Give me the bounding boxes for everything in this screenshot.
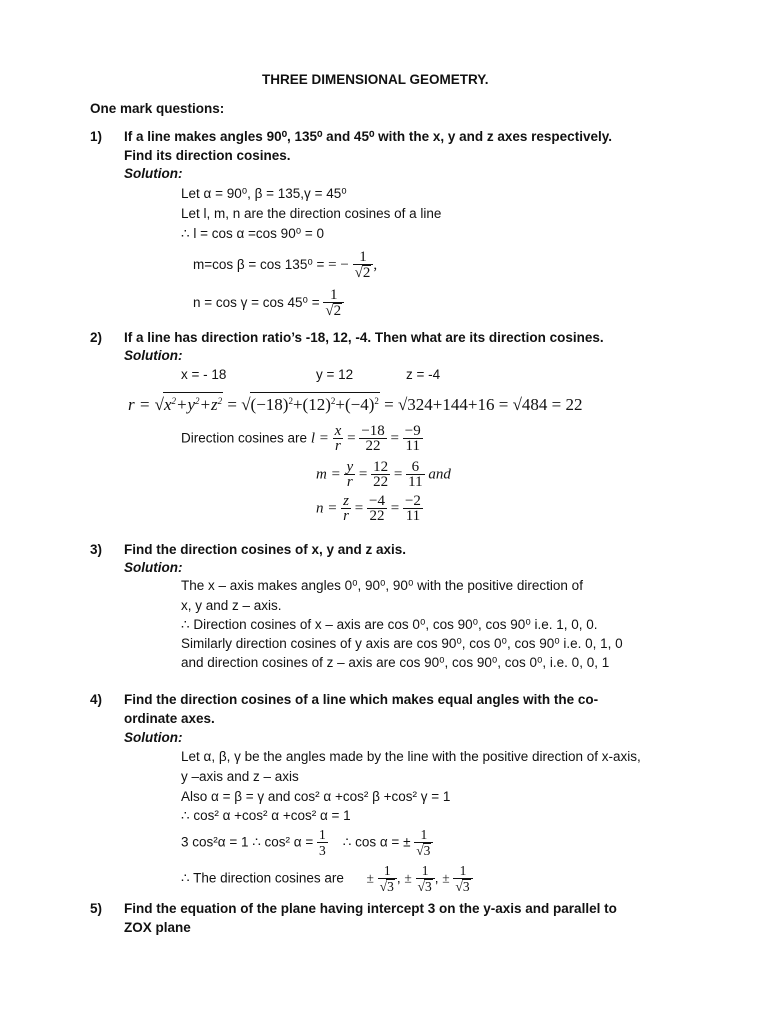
- numerator: 1: [416, 864, 435, 879]
- equation-text: Direction cosines are: [181, 430, 308, 446]
- numerator: 1: [453, 864, 472, 879]
- denominator: 11: [405, 438, 420, 454]
- numerator: 6: [406, 460, 424, 475]
- fraction: [406, 460, 424, 490]
- solution-line: y –axis and z – axis: [181, 769, 299, 784]
- question-number: 3): [90, 542, 103, 557]
- radicand: 3: [423, 843, 431, 858]
- numerator: 1: [414, 828, 433, 843]
- sqrt-icon: √: [455, 879, 463, 894]
- sqrt-icon: √: [354, 265, 363, 281]
- solution-line: Also α = β = γ and cos² α +cos² β +cos² γ = 1: [181, 789, 451, 804]
- solution-line: [316, 460, 451, 490]
- solution-line: [193, 288, 344, 319]
- solution-label: Solution:: [124, 166, 183, 181]
- equals: =: [393, 466, 403, 483]
- numerator: 1: [353, 250, 374, 265]
- solution-line: Let α, β, γ be the angles made by the line with the positive direction of x-axis,: [181, 749, 641, 764]
- solution-line: The x – axis makes angles 0⁰, 90⁰, 90⁰ with the positive direction of: [181, 578, 583, 593]
- solution-line: [181, 424, 423, 454]
- fraction: [367, 494, 387, 524]
- fraction: [333, 424, 344, 454]
- numerator: 1: [323, 288, 344, 303]
- solution-line: ∴ The direction cosines are ± $\frac{1}{√3}$ , ± $\frac{1}{√3}$ , ± $\frac{1}{√3}$: [181, 864, 473, 894]
- fraction: [453, 864, 472, 894]
- fraction: [371, 460, 390, 490]
- numerator: 1: [319, 827, 326, 842]
- fraction: [403, 424, 423, 454]
- fraction: [341, 494, 351, 524]
- equation-text: r =: [128, 395, 151, 414]
- sqrt-icon: √: [154, 395, 164, 414]
- fraction: [403, 494, 423, 524]
- question-text: ordinate axes.: [124, 711, 215, 726]
- solution-label: Solution:: [124, 560, 183, 575]
- fraction: [416, 864, 435, 894]
- question-text: If a line makes angles 90⁰, 135⁰ and 45⁰ with the x, y and z axes respectively.: [124, 129, 612, 144]
- denominator: 3: [319, 843, 326, 858]
- solution-line: Let α = 90⁰, β = 135,γ = 45⁰: [181, 186, 347, 201]
- question-text: If a line has direction ratio’s -18, 12, -4. Then what are its direction cosines.: [124, 330, 604, 345]
- radicand: 3: [424, 879, 432, 894]
- numerator: y: [346, 459, 354, 475]
- equation-text: = √324+144+16 = √484 = 22: [384, 395, 583, 414]
- magnitude-equation: [128, 392, 583, 415]
- equals: =: [347, 430, 356, 447]
- radicand: 3: [387, 879, 394, 894]
- equation-text: ∴ The direction cosines are: [181, 870, 344, 886]
- equation-text: m=cos β = cos 135⁰ =: [193, 257, 325, 273]
- equation-text: = −: [328, 257, 349, 274]
- numerator: 12: [373, 459, 389, 475]
- sqrt-icon: √: [417, 879, 425, 894]
- equation-text: m =: [316, 466, 341, 483]
- numerator: z: [343, 493, 349, 509]
- radicand: 3: [462, 879, 470, 894]
- radicand: $(-18)^2+(12)^2+(-4)^2$: [250, 392, 380, 413]
- solution-line: Let l, m, n are the direction cosines of a line: [181, 206, 442, 221]
- denominator: [416, 879, 435, 894]
- sqrt-icon: √: [241, 395, 251, 414]
- solution-line: [193, 250, 377, 281]
- fraction: [323, 288, 344, 319]
- question-text: Find its direction cosines.: [124, 148, 291, 163]
- fraction: [317, 828, 328, 858]
- solution-label: Solution:: [124, 730, 183, 745]
- denominator: 11: [408, 474, 423, 490]
- numerator: −9: [404, 423, 421, 439]
- question-number: 2): [90, 330, 103, 345]
- denominator: [414, 843, 433, 858]
- sqrt-icon: √: [379, 879, 388, 894]
- equation-text: and: [428, 466, 451, 483]
- fraction: [344, 460, 355, 490]
- fraction: [414, 828, 433, 858]
- solution-line: x = - 18: [181, 367, 227, 382]
- equation-text: n =: [316, 500, 338, 517]
- radicand: $x^2+y^2+z^2$: [163, 392, 223, 413]
- denominator: 22: [365, 438, 381, 454]
- denominator: [353, 265, 374, 281]
- equation-text: ∴ cos α = ±: [342, 834, 411, 850]
- denominator: [378, 879, 397, 894]
- solution-line: x, y and z – axis.: [181, 598, 282, 613]
- comma: ,: [373, 257, 378, 274]
- numerator: −18: [361, 423, 385, 439]
- solution-line: ∴ cos² α +cos² α +cos² α = 1: [181, 808, 351, 823]
- equation-text: n = cos γ = cos 45⁰ =: [193, 295, 320, 311]
- solution-line: ∴ Direction cosines of x – axis are cos 0⁰, cos 90⁰, cos 90⁰ i.e. 1, 0, 0.: [181, 617, 598, 632]
- solution-line: [316, 494, 423, 524]
- question-text: Find the direction cosines of a line which makes equal angles with the co-: [124, 692, 599, 707]
- numerator: 1: [378, 864, 397, 879]
- equation-text: l =: [310, 430, 329, 447]
- sqrt-icon: √: [416, 843, 424, 858]
- equals: =: [354, 500, 364, 517]
- denominator: r: [335, 438, 341, 454]
- radicand: 2: [362, 265, 371, 281]
- fraction: [378, 864, 397, 894]
- solution-line: ∴ l = cos α =cos 90⁰ = 0: [181, 226, 325, 241]
- denominator: 11: [405, 508, 421, 524]
- plus-minus: ±: [404, 870, 412, 886]
- solution-line: Similarly direction cosines of y axis are cos 90⁰, cos 0⁰, cos 90⁰ i.e. 0, 1, 0: [181, 636, 623, 651]
- denominator: 22: [369, 508, 385, 524]
- page-title: THREE DIMENSIONAL GEOMETRY.: [262, 72, 489, 87]
- denominator: [323, 303, 344, 319]
- fraction: [359, 424, 386, 454]
- solution-label: Solution:: [124, 348, 183, 363]
- question-text: ZOX plane: [124, 920, 191, 935]
- radicand: 2: [333, 303, 342, 319]
- question-text: Find the equation of the plane having intercept 3 on the y-axis and parallel to: [124, 901, 617, 916]
- section-heading: One mark questions:: [90, 101, 225, 116]
- denominator: 22: [373, 474, 389, 490]
- sqrt-icon: √: [325, 303, 334, 319]
- numerator: x: [334, 423, 342, 439]
- question-number: 4): [90, 692, 103, 707]
- numerator: −4: [368, 493, 385, 509]
- equals: =: [358, 466, 368, 483]
- question-number: 5): [90, 901, 103, 916]
- solution-line: z = -4: [406, 367, 441, 382]
- plus-minus: ±: [366, 870, 374, 886]
- equation-text: 3 cos²α = 1 ∴ cos² α =: [181, 834, 314, 850]
- equation-text: =: [227, 395, 237, 414]
- fraction: [353, 250, 374, 281]
- question-number: 1): [90, 129, 103, 144]
- solution-line: y = 12: [316, 367, 354, 382]
- numerator: −2: [404, 493, 421, 509]
- equals: =: [390, 500, 400, 517]
- question-text: Find the direction cosines of x, y and z axis.: [124, 542, 407, 557]
- equals: =: [390, 430, 400, 447]
- plus-minus: ±: [442, 870, 450, 886]
- denominator: r: [346, 474, 353, 490]
- solution-line: and direction cosines of z – axis are cos 90⁰, cos 90⁰, cos 0⁰, i.e. 0, 0, 1: [181, 655, 610, 670]
- denominator: [453, 879, 472, 894]
- solution-line: [181, 828, 433, 858]
- denominator: r: [343, 508, 349, 524]
